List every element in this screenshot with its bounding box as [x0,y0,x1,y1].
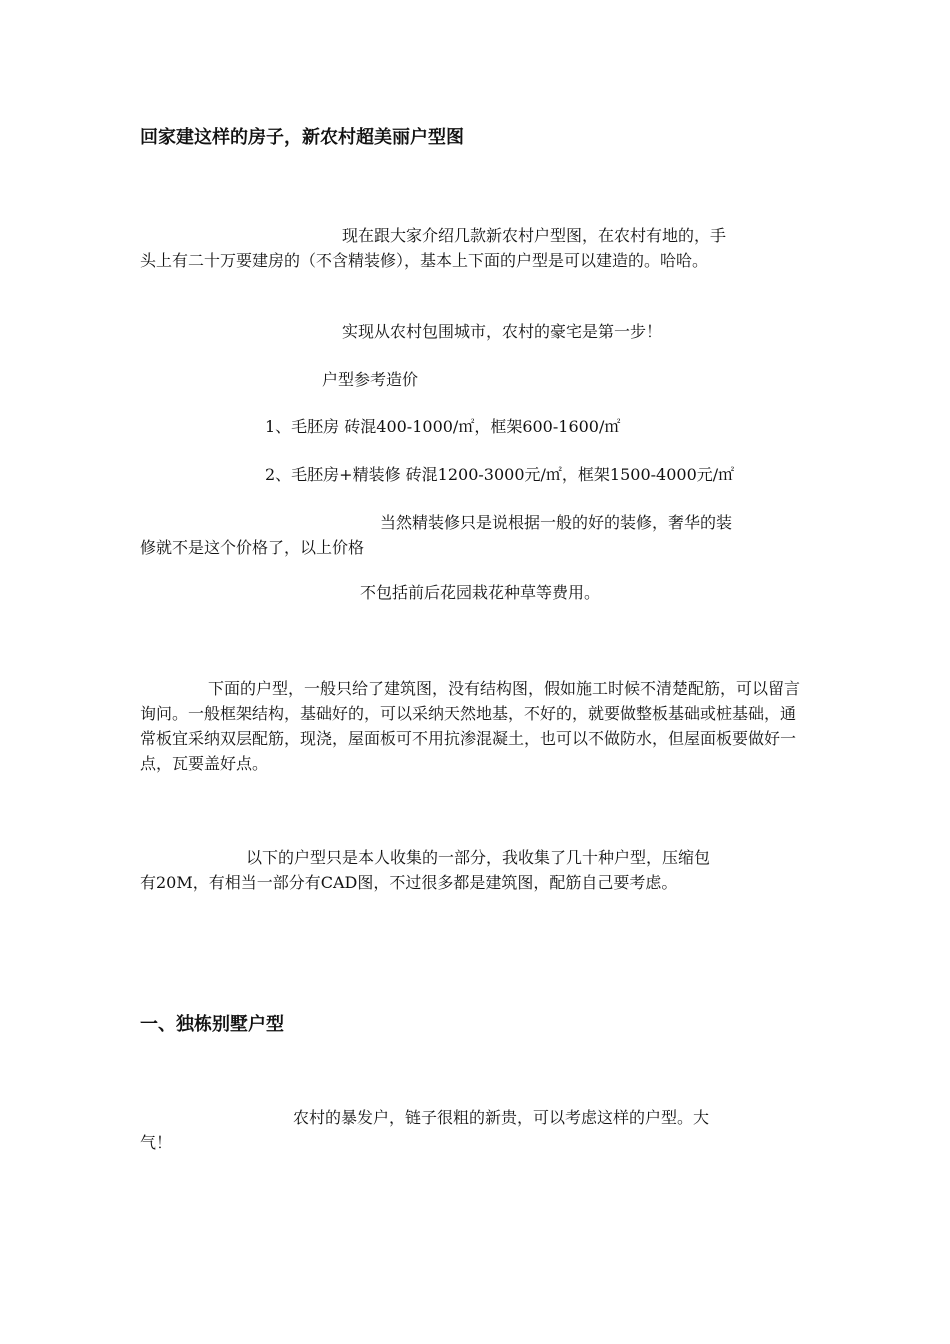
intro-first-line: 现在跟大家介绍几款新农村户型图，在农村有地的，手 [342,226,727,245]
collection-line-1: 以下的户型只是本人收集的一部分，我收集了几十种户型，压缩包 [246,848,711,867]
villa-description-line-1: 农村的暴发户，链子很粗的新贵，可以考虑这样的户型。大 [293,1108,710,1127]
price-note-line-1: 当然精装修只是说根据一般的好的装修，奢华的装 [380,513,733,532]
collection-line-2: 有20M，有相当一部分有CAD图，不过很多都是建筑图，配筋自己要考虑。 [140,873,678,892]
price-item-2: 2、毛胚房+精装修 砖混1200-3000元/㎡，框架1500-4000元/㎡ [265,465,735,484]
slogan-text: 实现从农村包围城市，农村的豪宅是第一步！ [342,322,663,341]
structure-paragraph: 下面的户型，一般只给了建筑图，没有结构图，假如施工时候不清楚配筋，可以留言询问。一般框架结构，基础好的，可以采纳天然地基，不好的，就要做整板基础或桩基础，通常板宜采纳双层配筋，现浇，屋面板可不用抗渗混凝土，也可以不做防水，但屋面板要做好一点，瓦要盖好点。 [140,679,801,773]
price-item-1: 1、毛胚房 砖混400-1000/㎡，框架600-1600/㎡ [265,417,621,436]
price-heading: 户型参考造价 [322,370,419,389]
villa-description-line-2: 气！ [140,1133,173,1152]
price-note-line-3: 不包括前后花园栽花种草等费用。 [360,583,601,602]
intro-paragraph: 头上有二十万要建房的（不含精装修），基本上下面的户型是可以建造的。哈哈。 [140,251,709,270]
document-title: 回家建这样的房子，新农村超美丽户型图 [140,127,464,148]
section-heading-villa: 一、独栋别墅户型 [140,1014,284,1035]
price-note-line-2: 修就不是这个价格了，以上价格 [140,538,365,557]
